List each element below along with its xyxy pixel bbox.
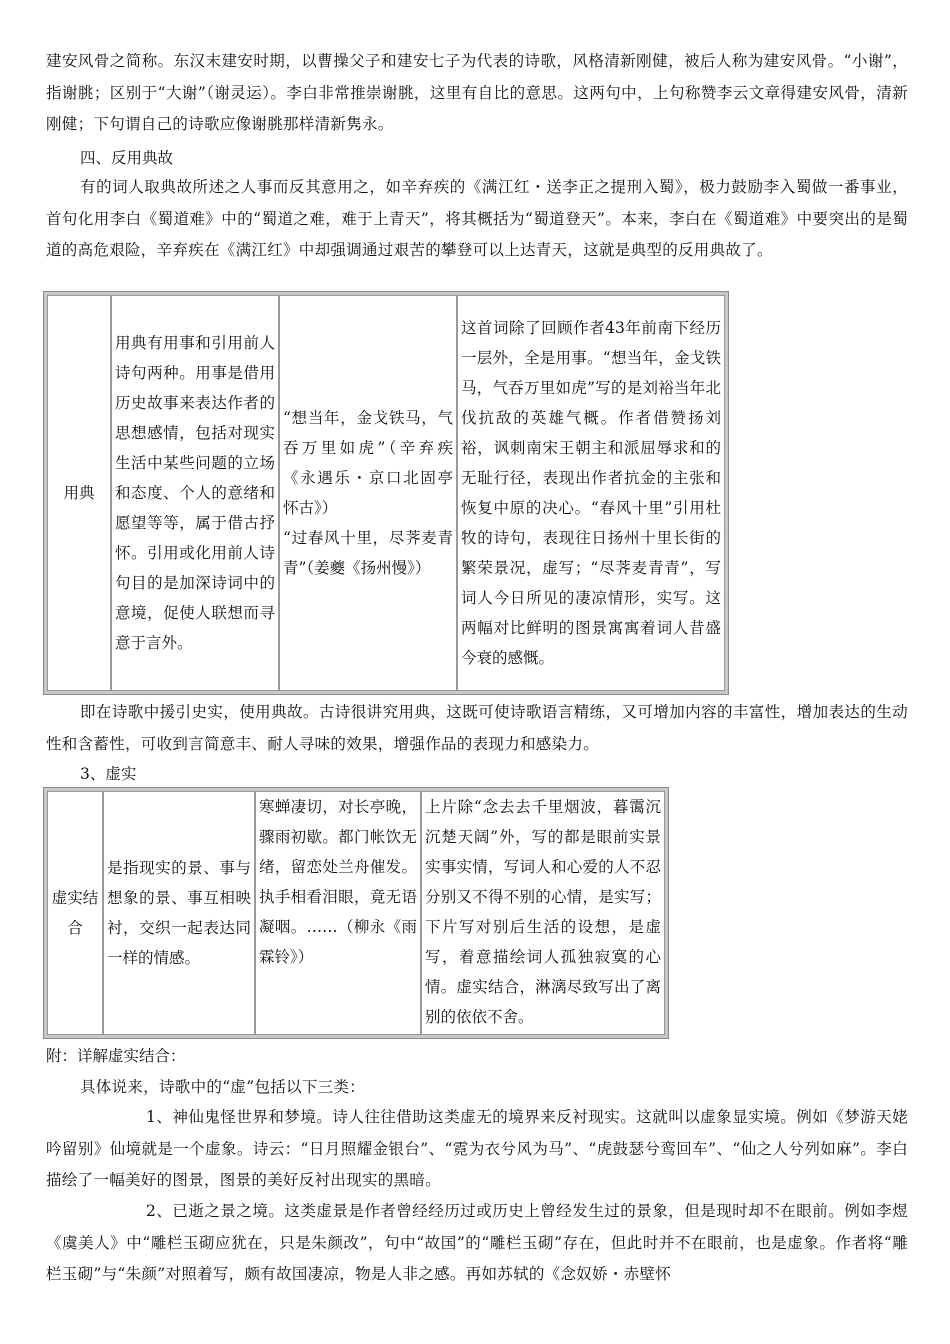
section-heading-xushi: 3、虚实 xyxy=(80,765,137,783)
table-yongdian-example-1: “想当年，金戈铁马，气吞万里如虎”（辛弃疾《永遇乐・京口北固亭怀古》） xyxy=(283,409,453,517)
table-xushi-label: 虚实结合 xyxy=(47,791,103,1035)
paragraph-yongdian-summary: 即在诗歌中援引史实，使用典故。古诗很讲究用典，这既可使诗歌语言精练，又可增加内容的丰富性，增加表达的生动性和含蓄性，可收到言简意丰、耐人寻味的效果，增强作品的表现力和感染力。 xyxy=(46,703,908,753)
paragraph-xu-type-1: 1、神仙鬼怪世界和梦境。诗人往往借助这类虚无的境界来反衬现实。这就叫以虚象显实境。例如《梦游天姥吟留别》仙境就是一个虚象。诗云：“日月照耀金银台”、“霓为衣兮风为马”、“虎鼓瑟兮鸾回车”、“仙之人兮列如麻”。李白描绘了一幅美好的图景，图景的美好反衬出现实的黑暗。 xyxy=(46,1108,908,1189)
appendix-heading: 附：详解虚实结合： xyxy=(46,1047,186,1065)
paragraph-xu-type-2: 2、已逝之景之境。这类虚景是作者曾经经历过或历史上曾经发生过的景象，但是现时却不在眼前。例如李煜《虞美人》中“雕栏玉砌应犹在，只是朱颜改”，句中“故国”的“雕栏玉砌”存在，但此时并不在眼前，也是虚象。作者将“雕栏玉砌”与“朱颜”对照着写，颇有故国凄凉，物是人非之感。再如苏轼的《念奴娇・赤壁怀 xyxy=(46,1202,908,1283)
table-yongdian-definition: 用典有用事和引用前人诗句两种。用事是借用历史故事来表达作者的思想感情，包括对现实生活中某些问题的立场和态度、个人的意绪和愿望等等，属于借古抒怀。引用或化用前人诗句目的是加深诗词中的意境，促使人联想而寻意于言外。 xyxy=(111,295,279,691)
paragraph-jianan-fenggu: 建安风骨之简称。东汉末建安时期，以曹操父子和建安七子为代表的诗歌，风格清新刚健，被后人称为建安风骨。“小谢”，指谢朓；区别于“大谢”（谢灵运）。李白非常推崇谢朓，这里有自比的意思。这两句中，上句称赞李云文章得建安风骨，清新刚健；下句谓自己的诗歌应像谢朓那样清新隽永。 xyxy=(46,52,908,133)
table-yongdian-example-2: “过春风十里，尽荠麦青青”（姜夔《扬州慢》） xyxy=(283,529,453,577)
table-xushi xyxy=(44,788,668,1038)
table-xushi-example: 寒蝉凄切，对长亭晚，骤雨初歇。都门帐饮无绪，留恋处兰舟催发。执手相看泪眼，竟无语凝咽。……（柳永《雨霖铃》） xyxy=(255,791,421,1035)
table-yongdian-examples xyxy=(279,295,457,691)
paragraph-fanyong-diangu: 有的词人取典故所述之人事而反其意用之，如辛弃疾的《满江红・送李正之提刑入蜀》，极力鼓励李入蜀做一番事业，首句化用李白《蜀道难》中的“蜀道之难，难于上青天”，将其概括为“蜀道登天”。本来，李白在《蜀道难》中要突出的是蜀道的高危艰险，辛弃疾在《满江红》中却强调通过艰苦的攀登可以上达青天，这就是典型的反用典故了。 xyxy=(46,178,908,259)
table-yongdian xyxy=(44,292,728,694)
table-yongdian-label: 用典 xyxy=(47,295,111,691)
table-xushi-definition: 是指现实的景、事与想象的景、事互相映衬，交织一起表达同一样的情感。 xyxy=(103,791,255,1035)
table-yongdian-analysis: 这首词除了回顾作者43年前南下经历一层外，全是用事。“想当年，金戈铁马，气吞万里如虎”写的是刘裕当年北伐抗敌的英雄气概。作者借赞扬刘裕，讽刺南宋王朝主和派屈辱求和的无耻行径，表现出作者抗金的主张和恢复中原的决心。“春风十里”引用杜牧的诗句，表现往日扬州十里长街的繁荣景况，虚写；“尽荠麦青青”，写词人今日所见的凄凉情形，实写。这两幅对比鲜明的图景寓寓着词人昔盛今衰的感慨。 xyxy=(457,295,725,691)
table-xushi-analysis: 上片除“念去去千里烟波，暮霭沉沉楚天阔”外，写的都是眼前实景实事实情，写词人和心爱的人不忍分别又不得不别的心情，是实写；下片写对别后生活的设想，是虚写，着意描绘词人孤独寂寞的心情。虚实结合，淋漓尽致写出了离别的依依不舍。 xyxy=(421,791,665,1035)
paragraph-xu-three-types: 具体说来，诗歌中的“虚”包括以下三类： xyxy=(80,1078,366,1096)
section-heading-fanyong: 四、反用典故 xyxy=(80,149,174,167)
